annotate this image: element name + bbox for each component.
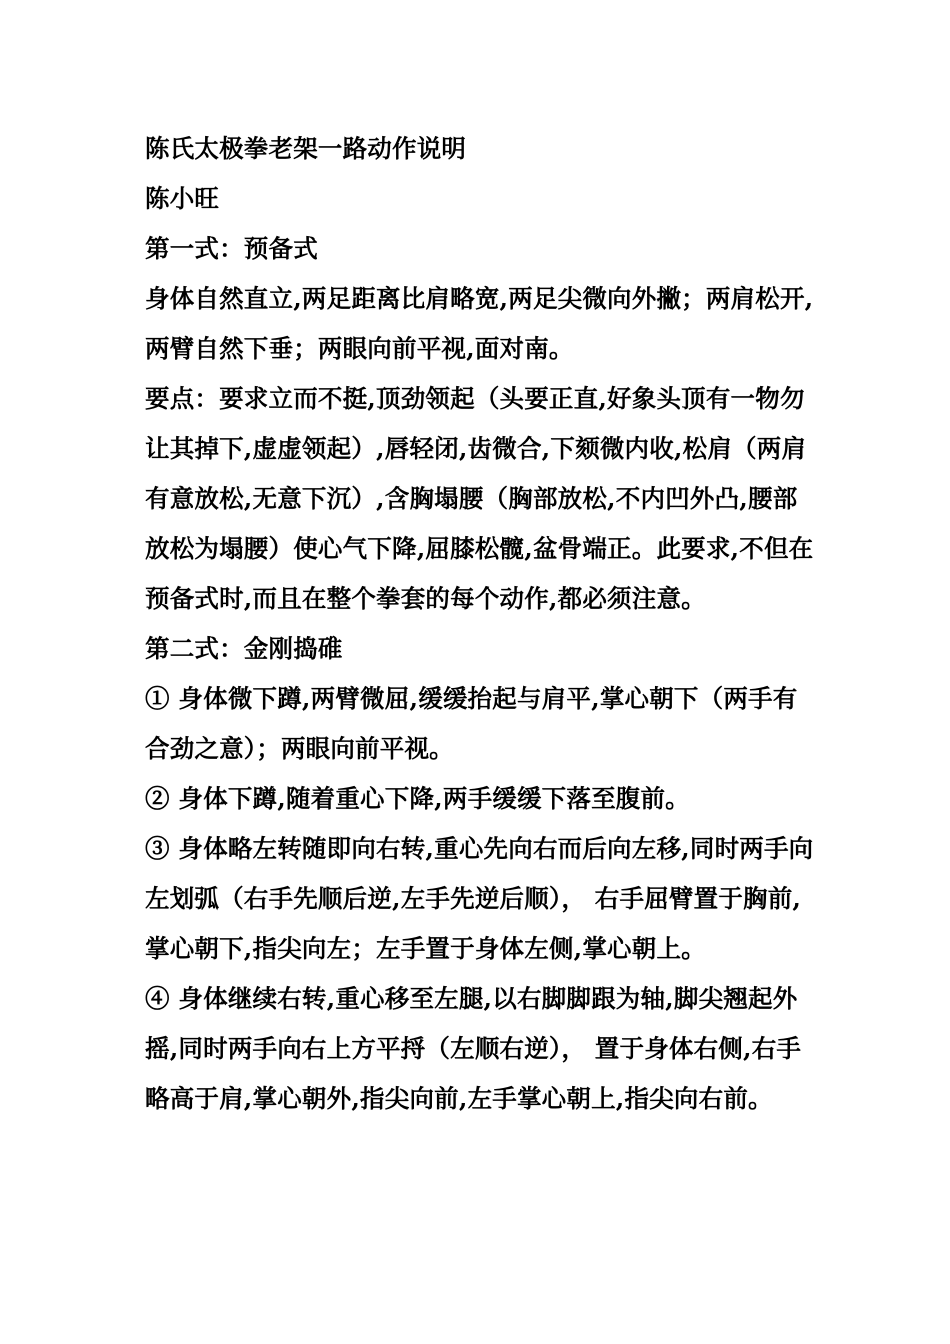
section-heading-preparation: 第一式：预备式 (145, 234, 318, 263)
step-paragraph-3: ③ 身体略左转随即向右转,重心先向右而后向左移,同时两手向左划弧（右手先顺后逆,左手先逆后顺）， 右手屈臂置于胸前,掌心朝下,指尖向左；左手置于身体左侧,掌心朝上。 (145, 834, 814, 963)
paragraph-posture: 身体自然直立,两足距离比肩略宽,两足尖微向外撇；两肩松开,两臂自然下垂；两眼向前平视,面对南。 (145, 284, 814, 363)
step-paragraph-2: ② 身体下蹲,随着重心下降,两手缓缓下落至腹前。 (145, 784, 690, 813)
section-heading-buddha-pounds-mortar: 第二式：金刚捣碓 (145, 634, 343, 663)
document-page (145, 124, 815, 1124)
paragraph-key-points: 要点：要求立而不挺,顶劲领起（头要正直,好象头顶有一物勿让其掉下,虚虚领起）,唇轻闭,齿微合,下颏微内收,松肩（两肩有意放松,无意下沉）,含胸塌腰（胸部放松,不内凹外凸,腰部放松为塌腰）使心气下降,屈膝松髋,盆骨端正。此要求,不但在预备式时,而且在整个拳套的每个动作,都必须注意。 (145, 384, 814, 613)
step-paragraph-1: ① 身体微下蹲,两臂微屈,缓缓抬起与肩平,掌心朝下（两手有合劲之意）；两眼向前平视。 (145, 684, 798, 763)
document-title: 陈氏太极拳老架一路动作说明 (145, 134, 467, 163)
document-author: 陈小旺 (145, 184, 220, 213)
step-paragraph-4: ④ 身体继续右转,重心移至左腿,以右脚脚跟为轴,脚尖翘起外摇,同时两手向右上方平捋（左顺右逆）， 置于身体右侧,右手略高于肩,掌心朝外,指尖向前,左手掌心朝上,指尖向右前。 (145, 984, 802, 1113)
